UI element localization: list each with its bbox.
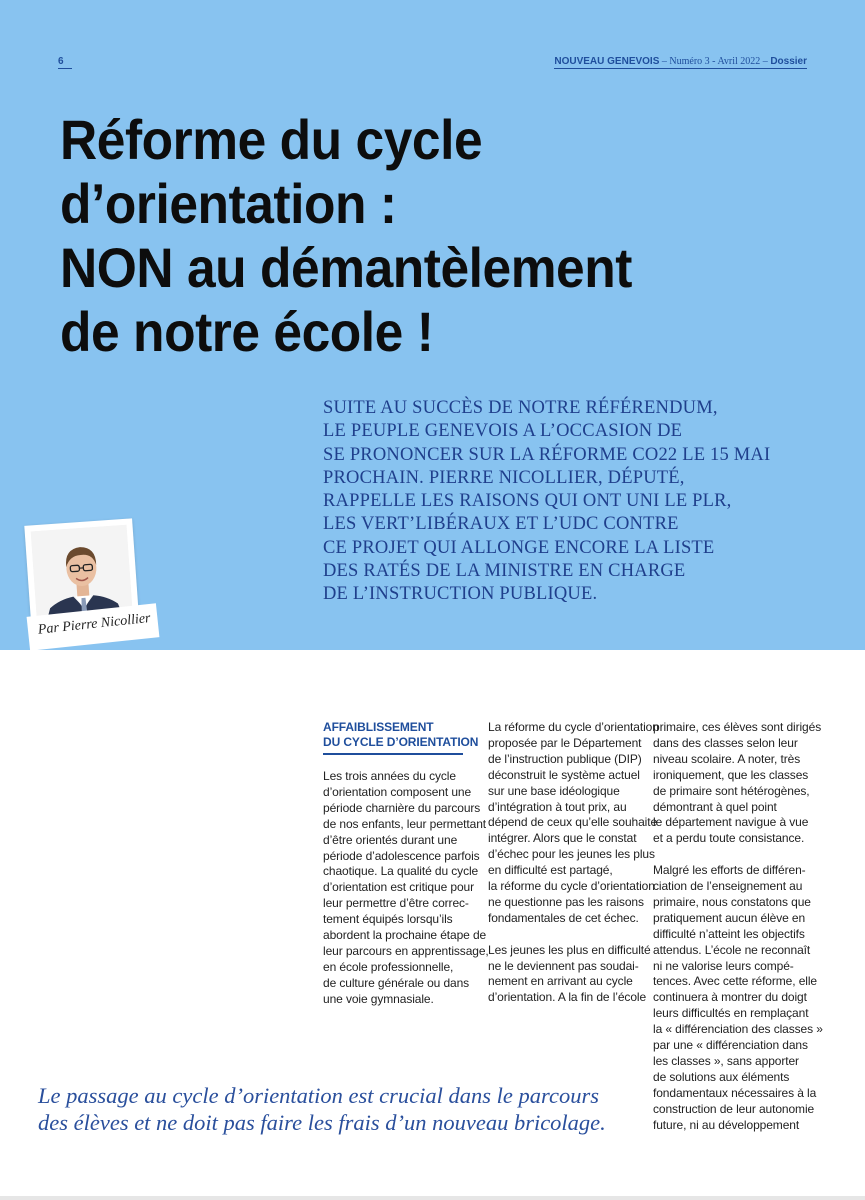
lead-line: SUITE AU SUCCÈS DE NOTRE RÉFÉRENDUM, (323, 398, 718, 418)
body-line: Malgré les efforts de différen- (653, 863, 806, 878)
body-line: proposée par le Département (488, 735, 642, 750)
publication-name: NOUVEAU GENEVOIS (554, 56, 660, 67)
body-line: fondamentales de cet échec. (488, 910, 639, 925)
body-line: ni ne valorise leurs compé- (653, 958, 794, 973)
body-line: dépend de ceux qu’elle souhaite (488, 815, 658, 830)
body-line: d’être orientés durant une (323, 832, 458, 847)
body-line: intégrer. Alors que le constat (488, 831, 637, 846)
body-line: dans des classes selon leur (653, 735, 798, 750)
body-line: leur parcours en apprentissage, (323, 943, 489, 958)
body-line: continuera à montrer du doigt (653, 990, 807, 1005)
headline-line: Réforme du cycle (60, 108, 483, 171)
body-line: d’orientation est critique pour (323, 880, 474, 895)
subhead-divider (323, 753, 463, 755)
body-line: de nos enfants, leur permettant (323, 816, 487, 831)
issue-info: – Numéro 3 - Avril 2022 – (659, 56, 771, 67)
body-line: de solutions aux éléments (653, 1069, 790, 1084)
page-bottom-edge (0, 1196, 865, 1200)
body-line: nement en arrivant au cycle (488, 974, 633, 989)
lead-line: SE PRONONCER SUR LA RÉFORME CO22 LE 15 MAI (323, 444, 771, 465)
lead-line: LES VERT’LIBÉRAUX ET L’UDC CONTRE (323, 514, 679, 535)
body-line: de l’instruction publique (DIP) (488, 751, 642, 766)
body-line: difficulté n’atteint les objectifs (653, 926, 805, 941)
body-line: future, ni au développement (653, 1117, 800, 1132)
article-lead (323, 397, 823, 607)
subhead-line: DU CYCLE D’ORIENTATION (323, 735, 479, 749)
body-line: en école professionnelle, (323, 959, 454, 974)
body-line: primaire, ces élèves sont dirigés (653, 720, 822, 734)
body-line: déconstruit le système actuel (488, 767, 640, 782)
body-line: La réforme du cycle d’orientation (488, 720, 659, 734)
lead-line: RAPPELLE LES RAISONS QUI ONT UNI LE PLR, (323, 491, 732, 512)
body-line: niveau scolaire. A noter, très (653, 751, 801, 766)
body-line: primaire, nous constatons que (653, 894, 811, 909)
body-line: pratiquement aucun élève en (653, 910, 806, 925)
body-line: les classes », sans apporter (653, 1054, 799, 1069)
body-line: la réforme du cycle d’orientation (488, 879, 655, 894)
body-line: abordent la prochaine étape de (323, 928, 487, 943)
body-line: période d’adolescence parfois (323, 848, 480, 863)
body-line: leurs difficultés en remplaçant (653, 1006, 809, 1021)
body-line: fondamentaux nécessaires à la (653, 1085, 817, 1100)
body-line: une voie gymnasiale. (323, 991, 434, 1006)
lead-line: DE L’INSTRUCTION PUBLIQUE. (323, 584, 598, 605)
lead-line: LE PEUPLE GENEVOIS A L’OCCASION DE (323, 421, 683, 442)
body-line: tement équipés lorsqu’ils (323, 912, 453, 927)
page-number: 6 (58, 56, 72, 69)
article-column-2 (488, 720, 659, 1006)
body-line: d’orientation composent une (323, 784, 472, 799)
body-line: démontrant à quel point (653, 799, 777, 814)
lead-line: PROCHAIN. PIERRE NICOLLIER, DÉPUTÉ, (323, 467, 685, 488)
body-line: le département navigue à vue (653, 815, 809, 830)
body-line: Les jeunes les plus en difficulté (488, 942, 651, 957)
author-byline: Par Pierre Nicollier (27, 603, 160, 650)
body-line: ne le deviennent pas soudai- (488, 958, 639, 973)
headline-line: de notre école ! (60, 300, 434, 363)
body-line: de primaire sont hétérogènes, (653, 783, 810, 798)
body-line: et a perdu toute consistance. (653, 831, 805, 846)
paragraph-gap (488, 927, 646, 943)
body-line: chaotique. La qualité du cycle (323, 864, 479, 879)
headline-line: d’orientation : (60, 172, 397, 235)
body-line: ironiquement, que les classes (653, 767, 809, 782)
article-column-3 (653, 720, 823, 1134)
headline-line: NON au démantèlement (60, 236, 632, 299)
body-line: tences. Avec cette réforme, elle (653, 974, 817, 989)
body-line: d’intégration à tout prix, au (488, 799, 627, 814)
lead-line: DES RATÉS DE LA MINISTRE EN CHARGE (323, 561, 686, 582)
body-line: de culture générale ou dans (323, 975, 470, 990)
body-line: par une « différenciation dans (653, 1038, 808, 1053)
pull-quote-line: des élèves et ne doit pas faire les frais d’un nouveau bricolage. (38, 1110, 606, 1135)
body-line: d’échec pour les jeunes les plus (488, 847, 655, 862)
body-line: ciation de l’enseignement au (653, 879, 803, 894)
pull-quote-line: Le passage au cycle d’orientation est crucial dans le parcours (38, 1083, 599, 1108)
body-line: construction de leur autonomie (653, 1101, 815, 1116)
paragraph-gap (653, 847, 813, 863)
body-line: attendus. L’école ne reconnaît (653, 942, 811, 957)
article-column-1 (323, 720, 489, 1008)
body-line: ne questionne pas les raisons (488, 894, 644, 909)
subhead-line: AFFAIBLISSEMENT (323, 720, 434, 734)
section-subhead (323, 720, 479, 750)
body-line: leur permettre d’être correc- (323, 896, 469, 911)
lead-line: CE PROJET QUI ALLONGE ENCORE LA LISTE (323, 537, 715, 558)
body-line: Les trois années du cycle (323, 769, 456, 783)
body-line: période charnière du parcours (323, 800, 481, 815)
body-line: la « différenciation des classes » (653, 1022, 823, 1037)
body-line: en difficulté est partagé, (488, 863, 613, 878)
pull-quote (38, 1082, 638, 1136)
body-line: sur une base idéologique (488, 783, 620, 798)
running-head (554, 56, 807, 69)
article-headline (60, 108, 759, 364)
section-name: Dossier (770, 56, 807, 67)
body-line: d’orientation. A la fin de l’école (488, 990, 647, 1005)
